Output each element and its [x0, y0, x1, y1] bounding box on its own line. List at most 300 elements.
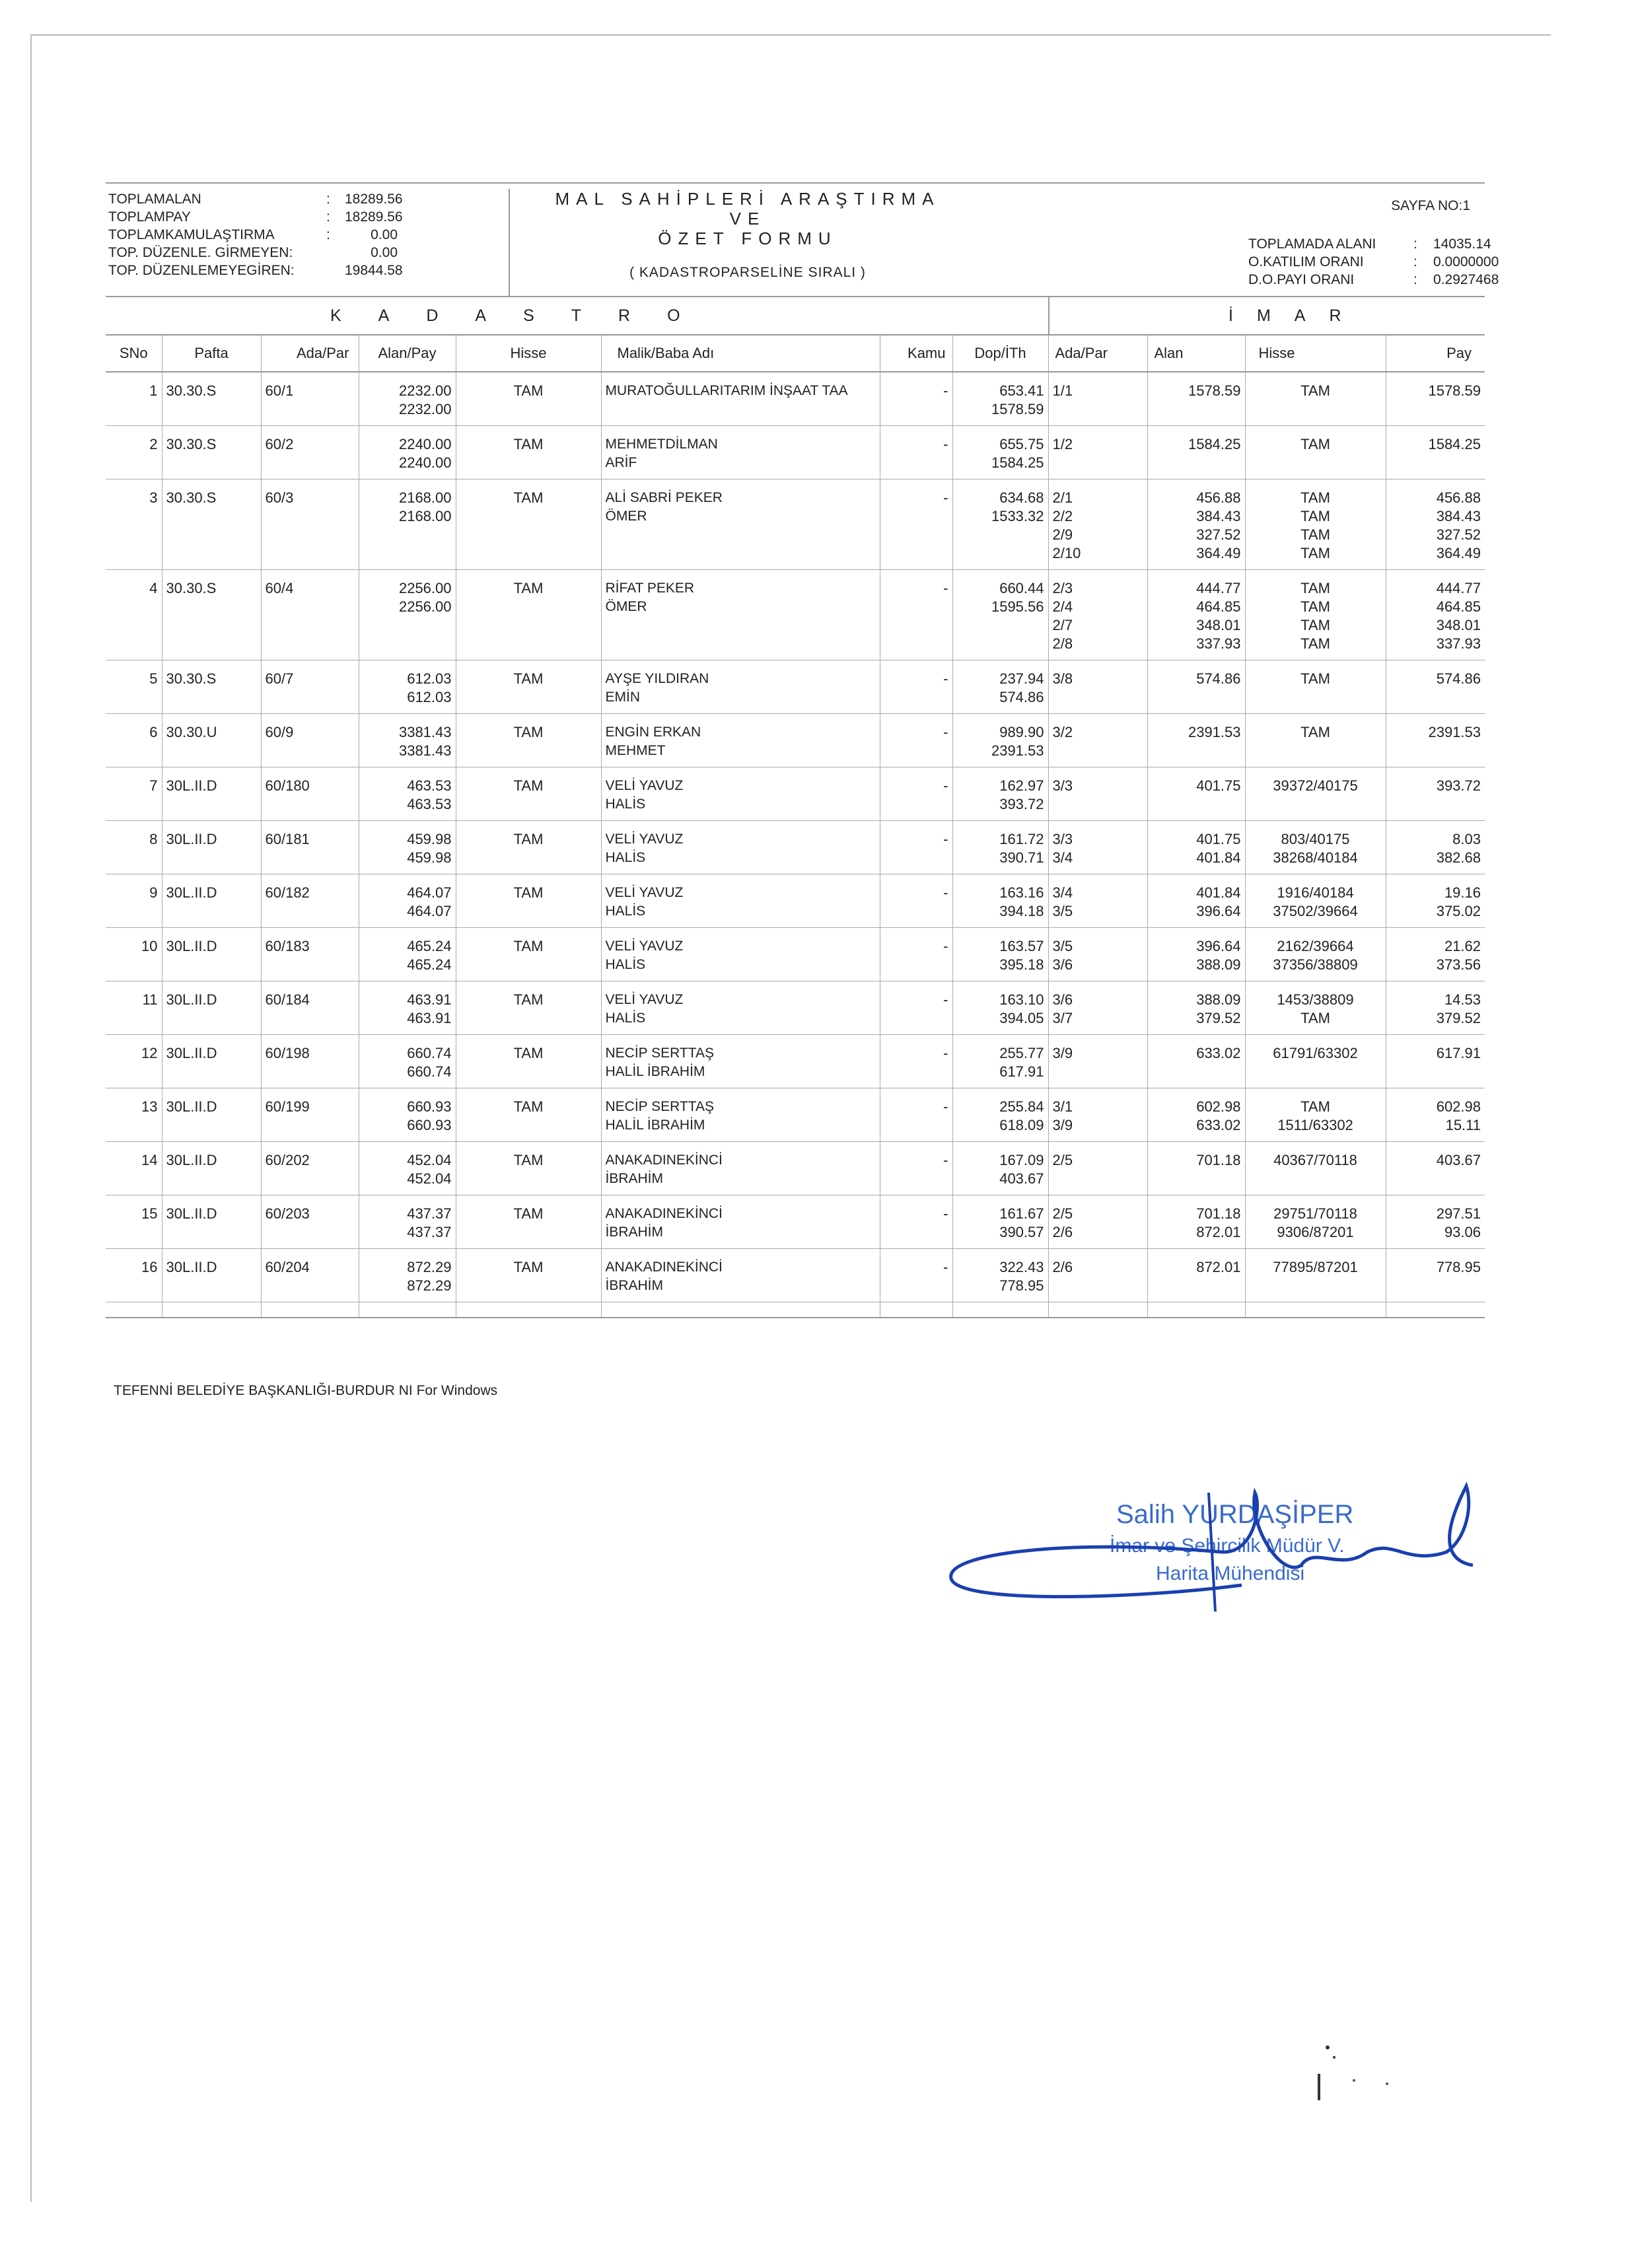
cell-pay — [1386, 714, 1485, 767]
cell-malik — [601, 1249, 880, 1302]
empty-cell — [359, 1302, 456, 1318]
cell-alan-pay — [359, 1035, 456, 1088]
cell-alan-pay-line: 2256.00 — [398, 598, 452, 615]
col-imar-alan: Alan — [1147, 336, 1245, 372]
total-label: TOP. DÜZENLE. GİRMEYEN: — [108, 245, 293, 260]
scan-marks — [1314, 2034, 1394, 2113]
cell-pay-line: 574.86 — [1436, 670, 1481, 687]
cell-pay-line: 403.67 — [1436, 1152, 1481, 1168]
cell-imar-ada-par-line: 3/1 — [1052, 1098, 1073, 1115]
stamp-title: İmar ve Şehircilik Müdür V. — [1110, 1535, 1345, 1557]
cell-dop — [952, 874, 1048, 928]
cell-malik-line: VELİ YAVUZ — [605, 885, 684, 900]
col-ada-par: Ada/Par — [261, 336, 359, 372]
cell-imar-alan-line: 464.85 — [1196, 598, 1241, 615]
cell-pafta: 30.30.S — [162, 660, 261, 714]
col-dop: Dop/İTh — [952, 336, 1048, 372]
cell-malik — [601, 1142, 880, 1195]
cell-sno: 10 — [106, 928, 162, 981]
signature-stamp — [944, 1466, 1499, 1625]
cell-kamu: - — [880, 981, 952, 1035]
cell-sno: 13 — [106, 1088, 162, 1142]
cell-dop-line: 989.90 — [999, 724, 1044, 740]
cell-imar-hisse — [1245, 479, 1386, 570]
cell-malik-line: HALİS — [605, 904, 646, 919]
cell-pay-line: 617.91 — [1436, 1045, 1481, 1061]
cell-malik — [601, 1088, 880, 1142]
cell-imar-ada-par — [1048, 981, 1147, 1035]
cell-hisse: TAM — [456, 570, 601, 660]
cell-ada-par: 60/1 — [261, 372, 359, 426]
cell-imar-alan-line: 396.64 — [1196, 903, 1241, 919]
cell-imar-alan — [1147, 874, 1245, 928]
cell-ada-par: 60/204 — [261, 1249, 359, 1302]
cell-imar-alan-line: 401.84 — [1196, 849, 1241, 866]
cell-pay-line: 382.68 — [1436, 849, 1481, 866]
cell-malik-line: HALİS — [605, 957, 646, 972]
cell-dop — [952, 1142, 1048, 1195]
cell-hisse: TAM — [456, 1249, 601, 1302]
cell-imar-hisse — [1245, 981, 1386, 1035]
cell-imar-ada-par — [1048, 660, 1147, 714]
cell-sno: 3 — [106, 479, 162, 570]
cell-imar-hisse-line: 39372/40175 — [1273, 777, 1358, 794]
cell-hisse: TAM — [456, 479, 601, 570]
cell-dop-line: 617.91 — [999, 1063, 1044, 1080]
cell-imar-ada-par — [1048, 1195, 1147, 1249]
cell-alan-pay — [359, 570, 456, 660]
page-number: SAYFA NO:1 — [1391, 198, 1470, 213]
empty-cell — [1245, 1302, 1386, 1318]
cell-imar-ada-par-line: 1/2 — [1052, 436, 1073, 452]
cell-pay — [1386, 426, 1485, 479]
cell-alan-pay-line: 463.53 — [407, 796, 452, 812]
total-label: TOPLAMALAN — [108, 192, 201, 207]
cell-pay-line: 456.88 — [1436, 489, 1481, 506]
cell-ada-par: 60/180 — [261, 767, 359, 821]
cell-alan-pay — [359, 874, 456, 928]
cell-imar-hisse — [1245, 1035, 1386, 1088]
cell-pay-line: 93.06 — [1444, 1224, 1481, 1240]
cell-dop-line: 161.67 — [999, 1205, 1044, 1222]
cell-dop-line: 660.44 — [999, 580, 1044, 596]
cell-imar-ada-par-line: 3/9 — [1052, 1117, 1073, 1133]
cell-alan-pay — [359, 479, 456, 570]
empty-cell — [1386, 1302, 1485, 1318]
cell-imar-ada-par-line: 3/3 — [1052, 831, 1073, 847]
cell-alan-pay — [359, 981, 456, 1035]
ratio-sep: : — [1413, 272, 1417, 287]
table-row — [106, 479, 1485, 570]
cell-malik — [601, 1195, 880, 1249]
table-row — [106, 1195, 1485, 1249]
cell-imar-hisse — [1245, 660, 1386, 714]
cell-pafta: 30.30.S — [162, 372, 261, 426]
cell-sno: 11 — [106, 981, 162, 1035]
cell-hisse: TAM — [456, 426, 601, 479]
cell-imar-alan-line: 401.75 — [1196, 777, 1241, 794]
cell-sno: 2 — [106, 426, 162, 479]
cell-imar-alan-line: 364.49 — [1196, 545, 1241, 561]
cell-sno: 14 — [106, 1142, 162, 1195]
table-row — [106, 660, 1485, 714]
cell-alan-pay-line: 612.03 — [407, 670, 452, 687]
cell-imar-ada-par-line: 3/2 — [1052, 724, 1073, 740]
cell-imar-alan-line: 2391.53 — [1188, 724, 1241, 740]
cell-imar-alan-line: 327.52 — [1196, 526, 1241, 543]
table-row — [106, 874, 1485, 928]
cell-imar-alan-line: 1584.25 — [1188, 436, 1241, 452]
cell-imar-ada-par-line: 2/6 — [1052, 1259, 1073, 1275]
cell-imar-ada-par — [1048, 1142, 1147, 1195]
cell-alan-pay-line: 465.24 — [407, 956, 452, 973]
cell-imar-hisse — [1245, 714, 1386, 767]
cell-imar-hisse — [1245, 821, 1386, 874]
cell-imar-hisse-line: 1453/38809 — [1277, 991, 1354, 1008]
cell-dop-line: 395.18 — [999, 956, 1044, 973]
cell-pay-line: 8.03 — [1452, 831, 1481, 847]
cell-dop-line: 1595.56 — [991, 598, 1044, 615]
total-sep — [326, 244, 345, 262]
cell-imar-hisse — [1245, 1249, 1386, 1302]
cell-dop — [952, 767, 1048, 821]
cell-pay-line: 444.77 — [1436, 580, 1481, 596]
total-value: 18289.56 — [345, 192, 403, 207]
section-headings — [106, 297, 1485, 336]
ratio-sep: : — [1413, 254, 1417, 269]
cell-malik — [601, 821, 880, 874]
title-subtitle: ( KADASTROPARSELİNE SIRALI ) — [629, 265, 866, 280]
cell-pay-line: 19.16 — [1444, 884, 1481, 901]
cell-pay — [1386, 570, 1485, 660]
total-label: TOP. DÜZENLEMEYEGİREN: — [108, 263, 295, 278]
cell-imar-ada-par — [1048, 714, 1147, 767]
cell-alan-pay-line: 463.91 — [407, 991, 452, 1008]
ratio-row — [1248, 253, 1532, 271]
table-row — [106, 981, 1485, 1035]
cell-ada-par: 60/198 — [261, 1035, 359, 1088]
cell-ada-par: 60/199 — [261, 1088, 359, 1142]
cell-pay-line: 379.52 — [1436, 1010, 1481, 1026]
cell-pafta: 30.30.S — [162, 570, 261, 660]
cell-imar-alan-line: 701.18 — [1196, 1205, 1241, 1222]
total-label: TOPLAMPAY — [108, 209, 191, 225]
cell-imar-alan — [1147, 767, 1245, 821]
cell-dop-line: 778.95 — [999, 1277, 1044, 1294]
cell-kamu: - — [880, 1035, 952, 1088]
cell-imar-alan — [1147, 1195, 1245, 1249]
cell-dop — [952, 426, 1048, 479]
cell-imar-alan — [1147, 1035, 1245, 1088]
cell-imar-ada-par — [1048, 1035, 1147, 1088]
cell-imar-ada-par — [1048, 821, 1147, 874]
title-line-3: ÖZET FORMU — [658, 229, 837, 248]
cell-pafta: 30L.II.D — [162, 1142, 261, 1195]
cell-imar-ada-par-line: 2/5 — [1052, 1205, 1073, 1222]
cell-alan-pay-line: 612.03 — [407, 689, 452, 705]
cell-malik-line: ANAKADINEKİNCİ — [605, 1206, 723, 1221]
cell-imar-hisse-line: TAM — [1300, 1098, 1330, 1115]
cell-imar-ada-par — [1048, 874, 1147, 928]
cell-sno: 7 — [106, 767, 162, 821]
footer-text: TEFENNİ BELEDİYE BAŞKANLIĞI-BURDUR NI For Windows — [114, 1383, 498, 1398]
cell-malik-line: MEHMETDİLMAN — [605, 437, 718, 452]
cell-pay — [1386, 1195, 1485, 1249]
cell-ada-par: 60/203 — [261, 1195, 359, 1249]
table-row — [106, 1088, 1485, 1142]
cell-imar-alan-line: 379.52 — [1196, 1010, 1241, 1026]
cell-pay — [1386, 1088, 1485, 1142]
cell-imar-alan-line: 384.43 — [1196, 508, 1241, 524]
cell-alan-pay-line: 660.93 — [407, 1117, 452, 1133]
cell-pay-line: 364.49 — [1436, 545, 1481, 561]
table-row — [106, 1249, 1485, 1302]
cell-imar-hisse-line: 37356/38809 — [1273, 956, 1358, 973]
col-imar-ada-par: Ada/Par — [1048, 336, 1147, 372]
cell-malik — [601, 372, 880, 426]
cell-imar-hisse-line: TAM — [1300, 580, 1330, 596]
kadastro-heading: KADASTRO — [330, 306, 717, 325]
cell-malik-line: İBRAHİM — [605, 1224, 664, 1240]
cell-alan-pay-line: 452.04 — [407, 1152, 452, 1168]
cell-malik-line: HALİL İBRAHİM — [605, 1064, 705, 1079]
cell-imar-alan-line: 401.84 — [1196, 884, 1241, 901]
cell-imar-alan-line: 1578.59 — [1188, 382, 1241, 399]
cell-imar-ada-par-line: 3/8 — [1052, 670, 1073, 687]
cell-dop — [952, 821, 1048, 874]
cell-ada-par: 60/202 — [261, 1142, 359, 1195]
cell-imar-alan — [1147, 821, 1245, 874]
cell-imar-hisse-line: 29751/70118 — [1273, 1205, 1357, 1222]
cell-imar-hisse-line: 38268/40184 — [1273, 849, 1358, 866]
cell-alan-pay-line: 2232.00 — [398, 401, 452, 417]
cell-imar-ada-par-line: 3/9 — [1052, 1045, 1073, 1061]
cell-imar-ada-par — [1048, 570, 1147, 660]
empty-cell — [601, 1302, 880, 1318]
cell-malik-line: ENGİN ERKAN — [605, 725, 701, 740]
cell-kamu: - — [880, 821, 952, 874]
ratio-row — [1248, 235, 1532, 253]
cell-alan-pay — [359, 1249, 456, 1302]
cell-imar-ada-par — [1048, 372, 1147, 426]
cell-kamu: - — [880, 874, 952, 928]
cell-imar-hisse-line: TAM — [1300, 598, 1330, 615]
cell-dop — [952, 1035, 1048, 1088]
cell-sno: 9 — [106, 874, 162, 928]
cell-malik-line: HALİL İBRAHİM — [605, 1117, 705, 1133]
total-sep: : — [326, 192, 330, 207]
cell-pafta: 30L.II.D — [162, 981, 261, 1035]
cell-dop-line: 163.16 — [999, 884, 1044, 901]
cell-imar-alan-line: 396.64 — [1196, 938, 1241, 954]
cell-alan-pay-line: 2168.00 — [398, 489, 452, 506]
ratio-label: O.KATILIM ORANI — [1248, 254, 1364, 269]
cell-alan-pay-line: 463.91 — [407, 1010, 452, 1026]
cell-malik-line: NECİP SERTTAŞ — [605, 1045, 715, 1061]
total-label: TOPLAMKAMULAŞTIRMA — [108, 227, 275, 242]
cell-malik — [601, 714, 880, 767]
cell-imar-alan-line: 401.75 — [1196, 831, 1241, 847]
cell-imar-hisse-line: 1511/63302 — [1277, 1117, 1353, 1133]
cell-hisse: TAM — [456, 714, 601, 767]
cell-alan-pay-line: 464.07 — [407, 884, 452, 901]
cell-imar-ada-par-line: 2/6 — [1052, 1224, 1073, 1240]
cell-kamu: - — [880, 660, 952, 714]
cell-sno: 6 — [106, 714, 162, 767]
section-divider — [1048, 297, 1050, 334]
cell-pay — [1386, 874, 1485, 928]
cell-alan-pay — [359, 1195, 456, 1249]
cell-malik — [601, 928, 880, 981]
parcel-table — [106, 336, 1485, 1318]
cell-dop — [952, 479, 1048, 570]
cell-imar-alan-line: 456.88 — [1196, 489, 1241, 506]
cell-imar-hisse-line: TAM — [1300, 724, 1330, 740]
cell-pay-line: 297.51 — [1436, 1205, 1481, 1222]
cell-imar-hisse — [1245, 372, 1386, 426]
cell-pafta: 30.30.S — [162, 479, 261, 570]
cell-imar-hisse — [1245, 426, 1386, 479]
cell-kamu: - — [880, 714, 952, 767]
cell-dop-line: 161.72 — [999, 831, 1044, 847]
ratio-value: 0.2927468 — [1433, 272, 1499, 287]
cell-imar-hisse-line: TAM — [1300, 1010, 1330, 1026]
table-row — [106, 426, 1485, 479]
cell-hisse: TAM — [456, 821, 601, 874]
cell-pay-line: 337.93 — [1436, 635, 1481, 652]
cell-ada-par: 60/184 — [261, 981, 359, 1035]
cell-imar-alan-line: 701.18 — [1196, 1152, 1241, 1168]
cell-pay-line: 393.72 — [1436, 777, 1481, 794]
cell-imar-ada-par — [1048, 767, 1147, 821]
cell-kamu: - — [880, 479, 952, 570]
cell-kamu: - — [880, 570, 952, 660]
totals-block — [108, 190, 403, 279]
cell-malik — [601, 570, 880, 660]
cell-alan-pay-line: 459.98 — [407, 831, 452, 847]
cell-dop-line: 394.18 — [999, 903, 1044, 919]
cell-sno: 16 — [106, 1249, 162, 1302]
cell-dop-line: 403.67 — [999, 1170, 1044, 1187]
total-row — [108, 208, 403, 226]
cell-malik-line: AYŞE YILDIRAN — [605, 671, 709, 686]
cell-dop-line: 255.84 — [999, 1098, 1044, 1115]
table-row — [106, 570, 1485, 660]
ratio-value: 14035.14 — [1433, 236, 1491, 252]
total-value: 0.00 — [371, 245, 398, 260]
total-row — [108, 262, 403, 279]
cell-dop-line: 162.97 — [999, 777, 1044, 794]
cell-imar-ada-par-line: 2/8 — [1052, 635, 1073, 652]
cell-kamu: - — [880, 1088, 952, 1142]
cell-imar-hisse-line: TAM — [1300, 635, 1330, 652]
cell-sno: 15 — [106, 1195, 162, 1249]
ratio-row — [1248, 271, 1532, 289]
cell-alan-pay-line: 3381.43 — [398, 742, 452, 759]
cell-pay-line: 1578.59 — [1428, 382, 1481, 399]
cell-malik-line: RİFAT PEKER — [605, 581, 695, 596]
title-line-2: VE — [729, 209, 766, 229]
cell-malik-line: ARİF — [605, 455, 637, 470]
cell-dop — [952, 928, 1048, 981]
cell-alan-pay-line: 660.74 — [407, 1045, 452, 1061]
table-row — [106, 1142, 1485, 1195]
cell-pay-line: 1584.25 — [1428, 436, 1481, 452]
cell-malik-line: HALİS — [605, 850, 646, 865]
cell-ada-par: 60/4 — [261, 570, 359, 660]
cell-pay-line: 21.62 — [1444, 938, 1481, 954]
cell-pay-line: 778.95 — [1436, 1259, 1481, 1275]
cell-malik — [601, 1035, 880, 1088]
cell-imar-alan-line: 633.02 — [1196, 1045, 1241, 1061]
cell-alan-pay-line: 2232.00 — [398, 382, 452, 399]
cell-malik — [601, 874, 880, 928]
cell-imar-hisse — [1245, 1195, 1386, 1249]
cell-kamu: - — [880, 372, 952, 426]
total-row — [108, 244, 398, 262]
total-sep — [326, 262, 345, 279]
cell-imar-alan — [1147, 372, 1245, 426]
cell-imar-alan — [1147, 479, 1245, 570]
cell-pay — [1386, 479, 1485, 570]
cell-imar-hisse-line: TAM — [1300, 617, 1330, 633]
cell-kamu: - — [880, 1195, 952, 1249]
cell-malik-line: VELİ YAVUZ — [605, 939, 684, 954]
cell-pay-line: 327.52 — [1436, 526, 1481, 543]
form-title — [509, 189, 985, 296]
cell-alan-pay-line: 459.98 — [407, 849, 452, 866]
cell-imar-ada-par-line: 3/4 — [1052, 849, 1073, 866]
cell-malik-line: ALİ SABRİ PEKER — [605, 490, 723, 505]
cell-pafta: 30L.II.D — [162, 821, 261, 874]
cell-dop-line: 655.75 — [999, 436, 1044, 452]
cell-pay — [1386, 1142, 1485, 1195]
col-malik: Malik/Baba Adı — [601, 336, 880, 372]
cell-ada-par: 60/9 — [261, 714, 359, 767]
cell-sno: 4 — [106, 570, 162, 660]
cell-malik-line: NECİP SERTTAŞ — [605, 1099, 715, 1114]
cell-dop-line: 634.68 — [999, 489, 1044, 506]
cell-dop-line: 393.72 — [999, 796, 1044, 812]
empty-cell — [1147, 1302, 1245, 1318]
cell-malik-line: HALİS — [605, 1010, 646, 1026]
cell-hisse: TAM — [456, 1088, 601, 1142]
cell-malik-line: MEHMET — [605, 743, 666, 758]
cell-dop — [952, 660, 1048, 714]
cell-ada-par: 60/7 — [261, 660, 359, 714]
cell-dop-line: 394.05 — [999, 1010, 1044, 1026]
cell-dop — [952, 714, 1048, 767]
cell-imar-ada-par-line: 3/6 — [1052, 956, 1073, 973]
cell-pafta: 30L.II.D — [162, 1088, 261, 1142]
cell-dop-line: 237.94 — [999, 670, 1044, 687]
total-value: 18289.56 — [345, 209, 403, 225]
cell-kamu: - — [880, 1142, 952, 1195]
cell-alan-pay-line: 872.29 — [407, 1259, 452, 1275]
cell-malik-line: ÖMER — [605, 599, 647, 614]
cell-pay-line: 348.01 — [1436, 617, 1481, 633]
cell-imar-alan — [1147, 1142, 1245, 1195]
cell-imar-alan — [1147, 660, 1245, 714]
cell-alan-pay-line: 872.29 — [407, 1277, 452, 1294]
cell-imar-ada-par-line: 1/1 — [1052, 382, 1073, 399]
cell-imar-hisse — [1245, 1142, 1386, 1195]
cell-alan-pay — [359, 426, 456, 479]
cell-malik-line: HALİS — [605, 797, 646, 812]
empty-cell — [456, 1302, 601, 1318]
total-row — [108, 190, 403, 208]
cell-hisse: TAM — [456, 1142, 601, 1195]
